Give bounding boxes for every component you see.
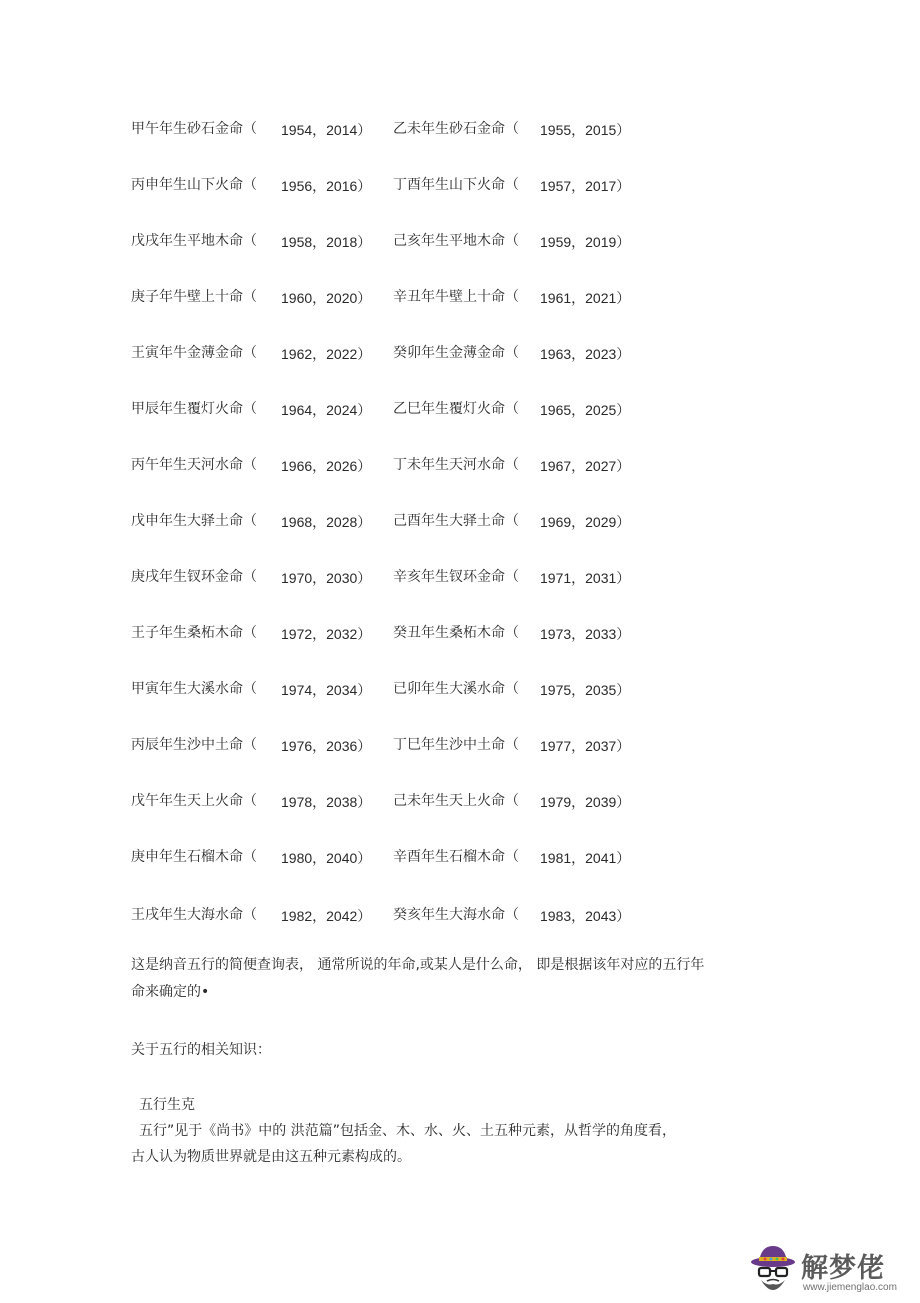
right-years: 1979，2039）	[540, 794, 631, 810]
right-years: 1971，2031）	[540, 570, 631, 586]
right-label: 癸亥年生大海水命（	[393, 907, 519, 923]
related-knowledge-heading: 关于五行的相关知识：	[131, 1042, 271, 1058]
watermark-url: www.jiemenglao.com	[803, 1282, 897, 1293]
right-years: 1975，2035）	[540, 682, 631, 698]
table-row	[0, 454, 920, 478]
table-row	[0, 622, 920, 646]
table-row	[0, 846, 920, 870]
table-row	[0, 904, 920, 928]
table-row	[0, 230, 920, 254]
right-years: 1967，2027）	[540, 458, 631, 474]
summary-line-2: 命来确定的•	[131, 984, 210, 1000]
table-row	[0, 510, 920, 534]
watermark-logo-icon	[749, 1242, 799, 1298]
left-label: 戊戌年生平地木命（	[131, 233, 257, 249]
table-row	[0, 398, 920, 422]
left-years: 1982，2042）	[281, 908, 372, 924]
section-line-2: 古人认为物质世界就是由这五种元素构成的。	[131, 1149, 411, 1165]
right-label: 已卯年生大溪水命（	[393, 681, 519, 697]
left-years: 1968，2028）	[281, 514, 372, 530]
right-label: 癸卯年生金薄金命（	[393, 345, 519, 361]
left-label: 丙午年生天河水命（	[131, 457, 257, 473]
left-label: 丙申年生山下火命（	[131, 177, 257, 193]
left-label: 王戌年生大海水命（	[131, 907, 257, 923]
right-label: 乙未年生砂石金命（	[393, 121, 519, 137]
left-years: 1966，2026）	[281, 458, 372, 474]
left-label: 甲辰年生覆灯火命（	[131, 401, 257, 417]
summary-paragraph	[131, 952, 704, 1006]
table-row	[0, 118, 920, 142]
right-years: 1961，2021）	[540, 290, 631, 306]
left-years: 1964，2024）	[281, 402, 372, 418]
left-years: 1954，2014）	[281, 122, 372, 138]
right-years: 1963，2023）	[540, 346, 631, 362]
right-label: 癸丑年生桑柘木命（	[393, 625, 519, 641]
right-years: 1977，2037）	[540, 738, 631, 754]
right-years: 1957，2017）	[540, 178, 631, 194]
right-label: 辛亥年生钗环金命（	[393, 569, 519, 585]
right-label: 丁巳年生沙中土命（	[393, 737, 519, 753]
left-years: 1974，2034）	[281, 682, 372, 698]
right-label: 己未年生天上火命（	[393, 793, 519, 809]
left-label: 甲寅年生大溪水命（	[131, 681, 257, 697]
left-label: 庚戌年生钗环金命（	[131, 569, 257, 585]
right-years: 1955，2015）	[540, 122, 631, 138]
section-title: 五行生克	[139, 1097, 195, 1113]
left-years: 1956，2016）	[281, 178, 372, 194]
right-label: 己酉年生大驿土命（	[393, 513, 519, 529]
right-years: 1973，2033）	[540, 626, 631, 642]
right-label: 丁未年生天河水命（	[393, 457, 519, 473]
left-label: 丙辰年生沙中土命（	[131, 737, 257, 753]
left-years: 1958，2018）	[281, 234, 372, 250]
right-label: 乙巳年生覆灯火命（	[393, 401, 519, 417]
section-line-1: 五行”见于《尚书》中的 洪范篇”包括金、木、水、火、土五种元素，从哲学的角度看，	[139, 1123, 676, 1139]
left-label: 戊申年生大驿土命（	[131, 513, 257, 529]
left-years: 1976，2036）	[281, 738, 372, 754]
watermark	[749, 1242, 909, 1300]
right-years: 1981，2041）	[540, 850, 631, 866]
table-row	[0, 174, 920, 198]
table-row	[0, 342, 920, 366]
left-years: 1980，2040）	[281, 850, 372, 866]
table-row	[0, 790, 920, 814]
right-label: 辛丑年牛壁上十命（	[393, 289, 519, 305]
table-row	[0, 678, 920, 702]
watermark-name: 解梦佬	[801, 1253, 885, 1284]
left-label: 庚申年生石榴木命（	[131, 849, 257, 865]
summary-line-1: 这是纳音五行的简便查询表， 通常所说的年命,或某人是什么命， 即是根据该年对应的五行年	[131, 957, 705, 973]
right-label: 己亥年生平地木命（	[393, 233, 519, 249]
right-label: 辛酉年生石榴木命（	[393, 849, 519, 865]
left-label: 王子年生桑柘木命（	[131, 625, 257, 641]
left-years: 1960，2020）	[281, 290, 372, 306]
table-row	[0, 286, 920, 310]
right-years: 1983，2043）	[540, 908, 631, 924]
table-row	[0, 566, 920, 590]
left-years: 1978，2038）	[281, 794, 372, 810]
right-years: 1969，2029）	[540, 514, 631, 530]
table-row	[0, 734, 920, 758]
left-years: 1962，2022）	[281, 346, 372, 362]
section-body	[131, 1118, 676, 1170]
left-label: 庚子年牛壁上十命（	[131, 289, 257, 305]
right-years: 1959，2019）	[540, 234, 631, 250]
right-years: 1965，2025）	[540, 402, 631, 418]
right-label: 丁酉年生山下火命（	[393, 177, 519, 193]
left-label: 甲午年生砂石金命（	[131, 121, 257, 137]
left-label: 戊午年生天上火命（	[131, 793, 257, 809]
left-years: 1972，2032）	[281, 626, 372, 642]
left-years: 1970，2030）	[281, 570, 372, 586]
left-label: 王寅年牛金薄金命（	[131, 345, 257, 361]
